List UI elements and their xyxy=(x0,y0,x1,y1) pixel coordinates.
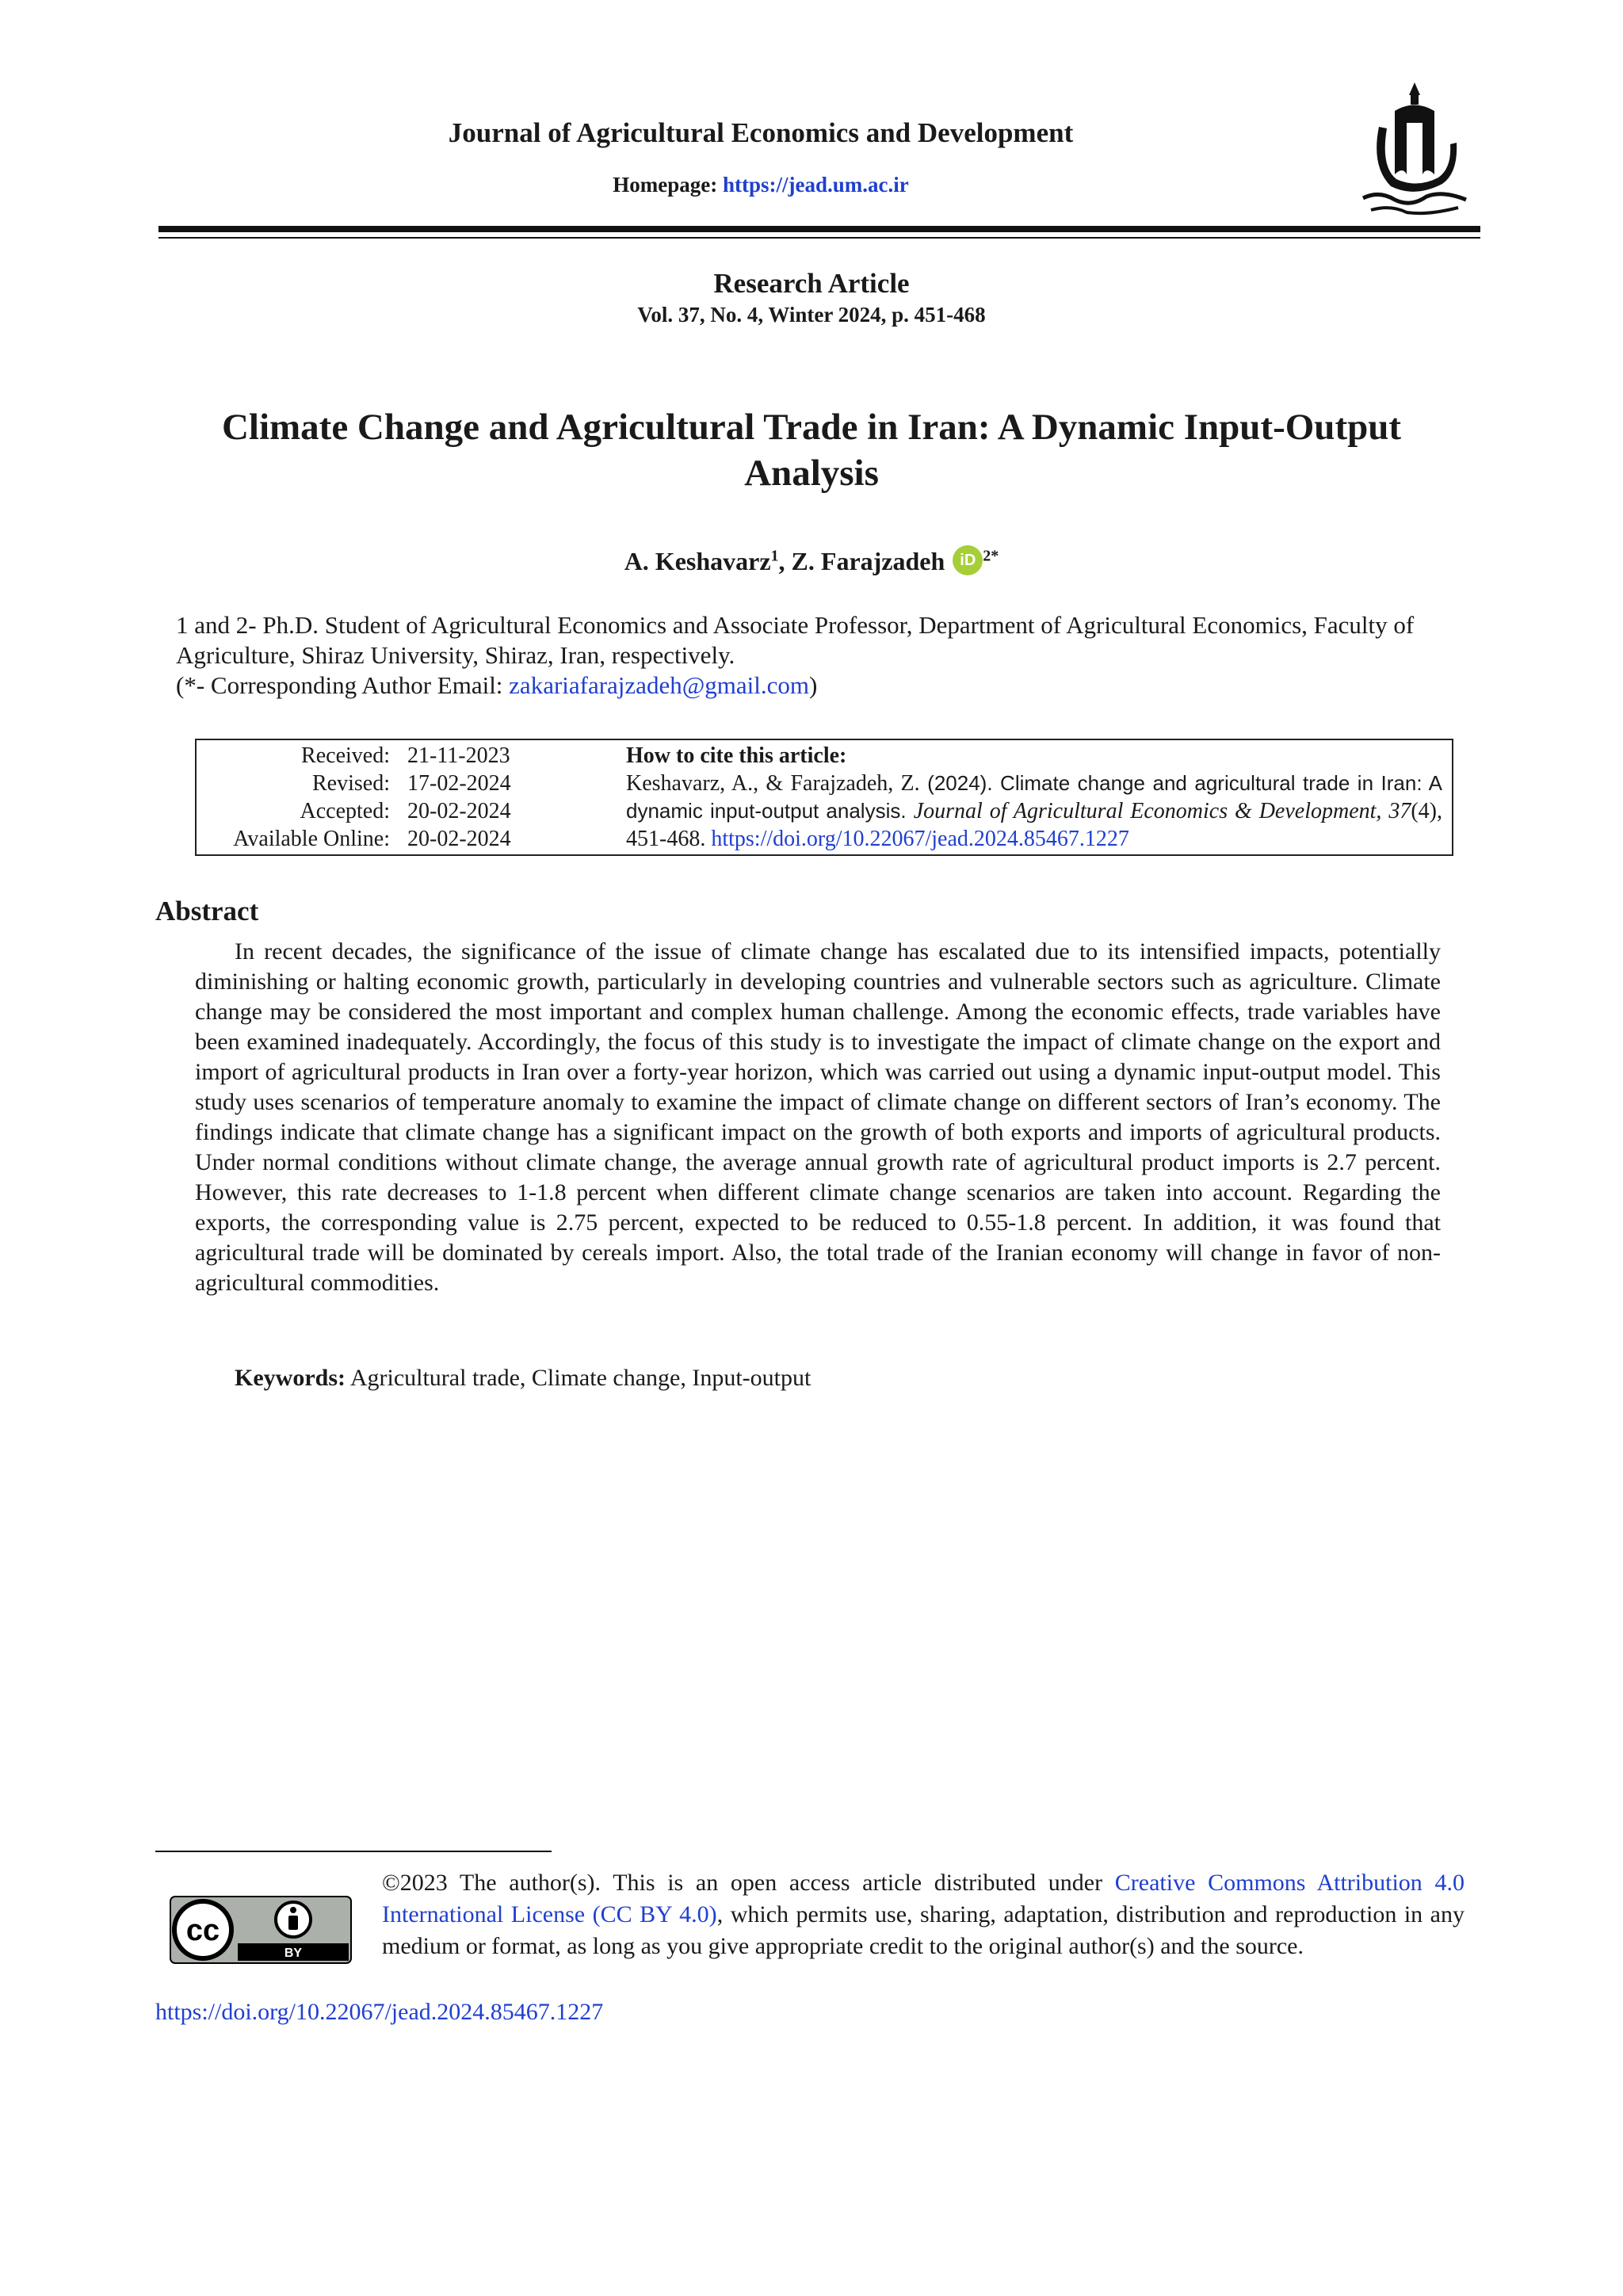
date-value: 17-02-2024 xyxy=(407,771,511,796)
citation-doi-link[interactable]: https://doi.org/10.22067/jead.2024.85467.1227 xyxy=(711,827,1129,851)
date-row-accepted xyxy=(203,797,536,825)
citation-block xyxy=(626,742,1442,853)
abstract-body: In recent decades, the significance of the issue of climate change has escalated due to its intensified impacts, potentially diminishing or halting economic growth, particularly in developing countries and vulnerable sectors such as agriculture. Climate change may be considered the most important and complex human challenge. Among the economic effects, trade variables have been examined inadequately. Accordingly, the focus of this study is to investigate the impact of climate change on the export and import of agricultural products in Iran over a forty-year horizon, which was carried out using a dynamic input-output model. This study uses scenarios of temperature anomaly to examine the impact of climate change on different sectors of Iran’s economy. The findings indicate that climate change has a significant impact on the growth of both exports and imports of agricultural products. Under normal conditions without climate change, the average annual growth rate of agricultural product imports is 2.7 percent. However, this rate decreases to 1-1.8 percent when different climate change scenarios are taken into account. Regarding the exports, the corresponding value is 2.75 percent, expected to be reduced to 0.55-1.8 percent. In addition, it was found that agricultural trade will be dominated by cereals import. Also, the total trade of the Iranian economy will change in favor of non-agricultural commodities. xyxy=(195,938,1441,1296)
volume-info: Vol. 37, No. 4, Winter 2024, p. 451-468 xyxy=(637,303,986,327)
university-logo-icon xyxy=(1347,79,1482,222)
header-rule-thick xyxy=(158,226,1480,232)
cc-by-license-icon[interactable] xyxy=(170,1896,352,1964)
affiliation xyxy=(176,610,1460,701)
date-row-received xyxy=(203,742,536,770)
citation-year-title: (2024). Climate change and agricultural trade in Iran: A dynamic input-output analysis. xyxy=(626,771,1442,823)
citation-journal: Journal of Agricultural Economics & Development, 37 xyxy=(913,799,1411,823)
date-value: 21-11-2023 xyxy=(407,743,510,768)
cc-label: cc xyxy=(185,1914,220,1947)
article-type: Research Article xyxy=(713,268,910,299)
dates-list xyxy=(203,742,536,853)
citation-heading: How to cite this article: xyxy=(626,743,847,768)
author-line xyxy=(415,545,1208,576)
date-value: 20-02-2024 xyxy=(407,799,511,823)
by-label: BY xyxy=(284,1946,303,1960)
homepage-link[interactable]: https://jead.um.ac.ir xyxy=(722,173,909,197)
email-suffix: ) xyxy=(808,671,818,699)
journal-title: Journal of Agricultural Economics and Development xyxy=(448,117,1074,148)
license-text xyxy=(382,1867,1465,1962)
date-label: Received: xyxy=(301,743,390,768)
email-link[interactable]: zakariafarajzadeh@gmail.com xyxy=(509,671,809,699)
date-value: 20-02-2024 xyxy=(407,827,511,851)
footer-doi-link[interactable]: https://doi.org/10.22067/jead.2024.85467.1227 xyxy=(155,1999,604,2025)
date-row-revised xyxy=(203,770,536,797)
homepage-label: Homepage: xyxy=(613,173,718,197)
citation-authors: Keshavarz, A., & Farajzadeh, Z. xyxy=(626,771,920,796)
email-prefix: (*- Corresponding Author Email: xyxy=(176,671,510,699)
date-label: Accepted: xyxy=(300,799,390,823)
affiliation-text: 1 and 2- Ph.D. Student of Agricultural Economics and Associate Professor, Department of Agricultural Economics, Faculty of Agriculture, Shiraz University, Shiraz, Iran, respectively. xyxy=(176,611,1415,669)
date-label: Revised: xyxy=(312,771,390,796)
date-label: Available Online: xyxy=(233,827,390,851)
license-link[interactable]: Creative Commons Attribution 4.0 International License (CC BY 4.0) xyxy=(382,1870,1465,1927)
license-suffix: , which permits use, sharing, adaptation, distribution and reproduction in any medium or format, as long as you give appropriate credit to the original author(s) and the source. xyxy=(382,1901,1465,1959)
author-name: A. Keshavarz xyxy=(624,547,771,575)
author-name: Z. Farajzadeh xyxy=(791,547,945,575)
paper-title: Climate Change and Agricultural Trade in Iran: A Dynamic Input-Output Analysis xyxy=(221,407,1402,494)
orcid-icon[interactable]: iD xyxy=(953,545,983,575)
citation-issue: (4), 451-468. xyxy=(626,799,1442,851)
citation-text xyxy=(626,770,1442,853)
abstract-heading: Abstract xyxy=(155,896,259,926)
corresponding-author xyxy=(176,670,1460,701)
keywords-list: Agricultural trade, Climate change, Input-output xyxy=(345,1365,812,1391)
header-rule-thin xyxy=(158,237,1480,239)
date-row-available-online xyxy=(203,825,536,853)
homepage-line xyxy=(444,173,1078,197)
author-affil-marker: 2* xyxy=(983,547,999,565)
license-prefix: ©2023 The author(s). This is an open access article distributed under xyxy=(382,1870,1115,1896)
author-affil-marker: 1 xyxy=(770,547,779,565)
keywords xyxy=(235,1365,811,1392)
author-separator: , xyxy=(778,547,792,575)
footnote-rule xyxy=(155,1851,552,1852)
keywords-label: Keywords: xyxy=(235,1365,346,1391)
